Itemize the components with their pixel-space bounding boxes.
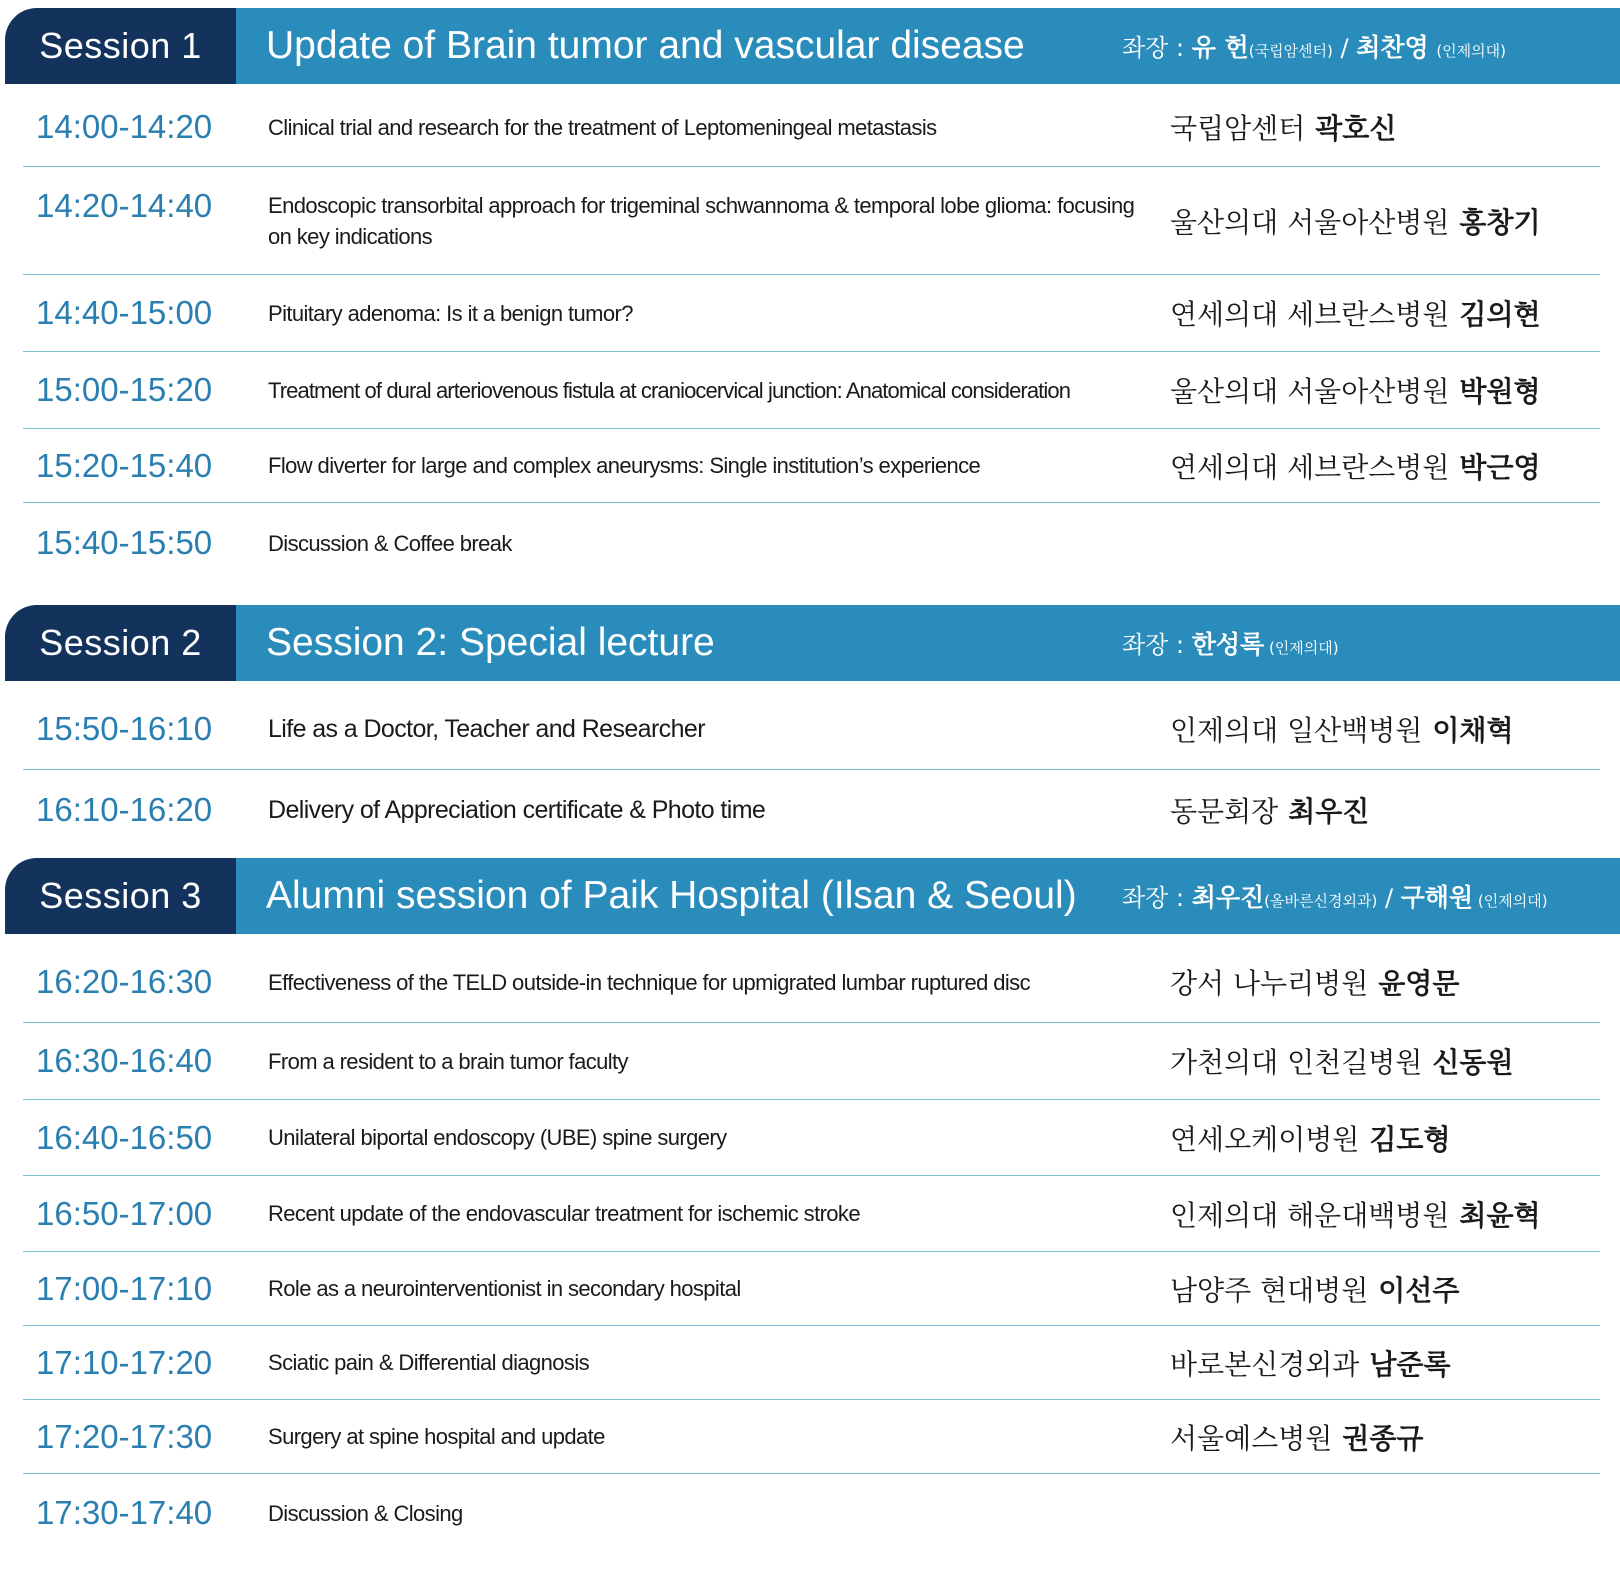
time-slot: 15:40-15:50 [36,524,213,561]
speaker [1170,689,1514,769]
speaker-affiliation: 서울예스병원 [1170,1421,1333,1455]
talk-title: Role as a neurointerventionist in secondary hospital [268,1276,741,1301]
speaker [1170,352,1541,428]
speaker-affiliation: 강서 나누리병원 [1170,967,1369,1000]
time-slot: 14:40-15:00 [36,294,213,331]
talk-title: Recent update of the endovascular treatment for ischemic stroke [268,1201,860,1226]
speaker-name: 남준록 [1369,1347,1451,1381]
schedule-row [23,1023,1600,1100]
session-chairs [1122,858,1548,934]
time-slot: 16:10-16:20 [36,791,213,828]
time-slot: 17:10-17:20 [36,1343,213,1381]
chair-name: 한성록 [1191,630,1265,659]
speaker-name: 박근영 [1459,450,1541,484]
speaker-affiliation: 동문회장 [1170,795,1279,828]
speaker-name: 홍창기 [1459,205,1541,239]
speaker [1170,942,1459,1022]
session-label: Session 3 [5,858,236,934]
speaker-affiliation: 남양주 현대병원 [1170,1273,1369,1307]
session-title-bar [236,605,1620,681]
session-title: Update of Brain tumor and vascular disease [266,24,1025,67]
schedule-row [23,942,1600,1023]
session-2-header [5,605,1620,681]
speaker [1170,1474,1180,1552]
chair-institution: (인제의대) [1473,892,1548,910]
chair-separator: / [1377,884,1401,912]
chair-prefix: 좌장 : [1122,884,1192,912]
time-slot: 14:00-14:20 [36,108,213,145]
speaker-name: 권종규 [1342,1421,1424,1455]
talk-title: Sciatic pain & Differential diagnosis [268,1350,590,1375]
speaker-name: 이채혁 [1432,714,1514,747]
schedule-row [23,429,1600,503]
session-label: Session 1 [5,8,236,84]
chair-name: 유 헌 [1191,33,1249,62]
schedule-row [23,1474,1600,1552]
time-slot: 16:40-16:50 [36,1118,213,1156]
schedule-row [23,1326,1600,1400]
time-slot: 16:20-16:30 [36,963,213,1000]
talk-title: Delivery of Appreciation certificate & Photo time [268,795,766,824]
time-slot: 14:20-14:40 [36,187,213,224]
schedule-row [23,1252,1600,1326]
schedule-row [23,352,1600,429]
speaker-name: 최우진 [1288,795,1370,828]
speaker-name: 윤영문 [1378,967,1460,1000]
speaker-affiliation: 인제의대 일산백병원 [1170,714,1423,747]
schedule-row [23,503,1600,583]
time-slot: 16:50-17:00 [36,1194,213,1232]
schedule-row [23,770,1600,850]
talk-title: Surgery at spine hospital and update [268,1424,605,1449]
time-slot: 16:30-16:40 [36,1042,213,1079]
speaker-name: 이선주 [1378,1273,1460,1307]
talk-title: Discussion & Closing [268,1500,463,1526]
schedule-row [23,689,1600,770]
time-slot: 17:00-17:10 [36,1269,213,1307]
session-chairs [1122,8,1506,84]
talk-title: From a resident to a brain tumor faculty [268,1048,628,1074]
speaker-name: 김의현 [1459,298,1541,331]
talk-title: Life as a Doctor, Teacher and Researcher [268,714,705,743]
speaker [1170,1400,1423,1473]
speaker-name: 최윤혁 [1459,1198,1541,1232]
speaker-affiliation: 울산의대 서울아산병원 [1170,375,1450,408]
schedule-row [23,1100,1600,1176]
speaker [1170,275,1541,351]
chair-institution: (올바른신경외과) [1264,892,1378,910]
speaker [1170,88,1396,166]
time-slot: 17:20-17:30 [36,1417,213,1455]
speaker-name: 신동원 [1432,1046,1514,1079]
schedule-row [23,1176,1600,1252]
talk-title: Pituitary adenoma: Is it a benign tumor? [268,300,633,326]
talk-title: Effectiveness of the TELD outside-in technique for upmigrated lumbar ruptured disc [268,969,1030,995]
chair-name: 최우진 [1191,883,1265,912]
chair-name: 구해원 [1400,883,1474,912]
chair-prefix: 좌장 : [1122,34,1192,62]
speaker-name: 곽호신 [1315,112,1397,145]
speaker [1170,770,1369,850]
speaker [1170,1252,1459,1325]
speaker-affiliation: 연세오케이병원 [1170,1122,1360,1156]
time-slot: 15:00-15:20 [36,371,213,408]
session-3-header [5,858,1620,934]
speaker [1170,429,1541,502]
speaker-name: 박원형 [1459,375,1541,408]
talk-title: Endoscopic transorbital approach for trigeminal schwannoma & temporal lobe glioma: focusing on key indications [268,192,1135,249]
speaker [1170,1023,1514,1099]
speaker-affiliation: 연세의대 세브란스병원 [1170,298,1450,331]
time-slot: 15:50-16:10 [36,710,213,747]
speaker [1170,1326,1451,1399]
chair-institution: (국립암센터) [1248,42,1333,60]
time-slot: 17:30-17:40 [36,1494,213,1531]
session-title-bar [236,858,1620,934]
speaker-affiliation: 인제의대 해운대백병원 [1170,1198,1450,1232]
speaker-affiliation: 바로본신경외과 [1170,1347,1360,1381]
chair-prefix: 좌장 : [1122,631,1192,659]
time-slot: 15:20-15:40 [36,446,213,484]
speaker [1170,503,1180,583]
talk-title: Unilateral biportal endoscopy (UBE) spine surgery [268,1125,727,1150]
chair-name: 최찬영 [1356,33,1429,62]
speaker-affiliation: 가천의대 인천길병원 [1170,1046,1423,1079]
session-chairs [1122,605,1339,681]
schedule-row [23,275,1600,352]
session-1-header [5,8,1620,84]
talk-title: Flow diverter for large and complex aneurysms: Single institution’s experience [268,453,981,478]
chair-institution: (인제의대) [1264,639,1339,657]
talk-title: Clinical trial and research for the treatment of Leptomeningeal metastasis [268,114,937,140]
speaker-affiliation: 국립암센터 [1170,112,1306,145]
chair-separator: / [1332,34,1357,62]
speaker-affiliation: 연세의대 세브란스병원 [1170,450,1450,484]
chair-institution: (인제의대) [1436,42,1506,60]
session-title: Session 2: Special lecture [266,621,715,664]
schedule-row [23,88,1600,167]
speaker-affiliation: 울산의대 서울아산병원 [1170,205,1450,239]
speaker [1170,1100,1451,1175]
schedule-row [23,1400,1600,1474]
session-label: Session 2 [5,605,236,681]
talk-title: Discussion & Coffee break [268,530,512,556]
session-title-bar [236,8,1620,84]
session-title: Alumni session of Paik Hospital (Ilsan & Seoul) [266,874,1077,917]
speaker [1170,1176,1541,1251]
speaker [1170,167,1541,274]
speaker-name: 김도형 [1369,1122,1451,1156]
schedule-row [23,167,1600,275]
talk-title: Treatment of dural arteriovenous fistula at craniocervical junction: Anatomical consideration [268,377,1071,403]
